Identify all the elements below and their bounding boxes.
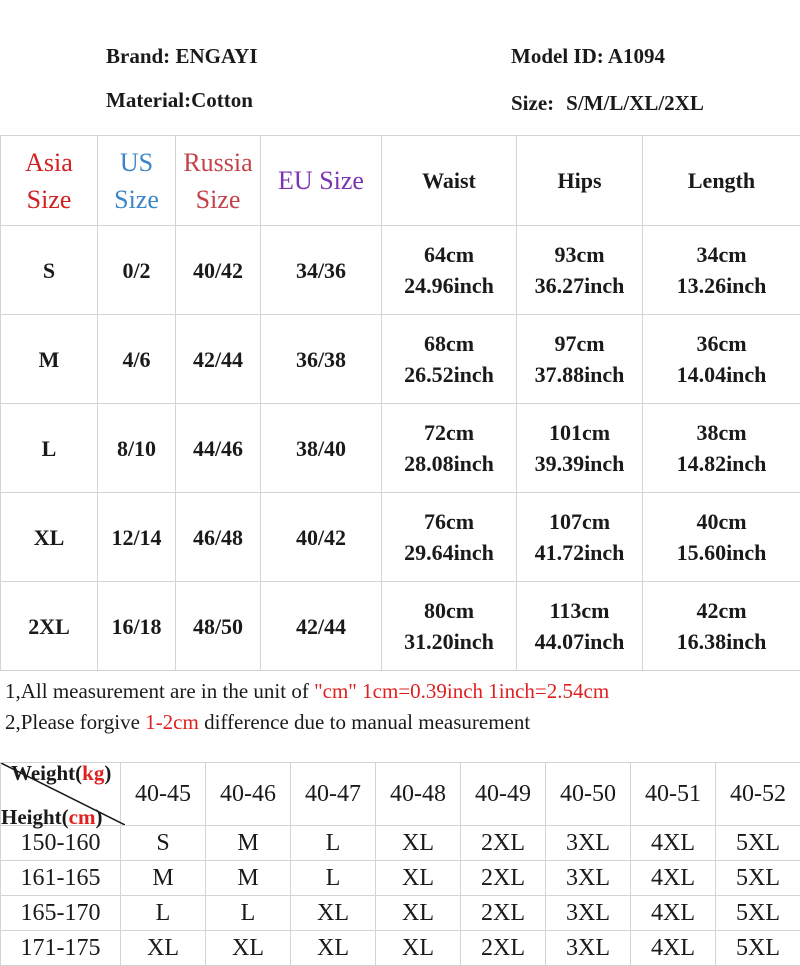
table-row bbox=[1, 493, 800, 582]
size-cell: 5XL bbox=[716, 896, 800, 931]
weight-header-cell: 40-45 bbox=[121, 763, 206, 826]
length-cell: 38cm 14.82inch bbox=[643, 404, 800, 493]
height-cell: 171-175 bbox=[1, 931, 121, 966]
eu-size-cell: 34/36 bbox=[261, 226, 382, 315]
header-waist: Waist bbox=[382, 136, 517, 226]
waist-cell: 64cm 24.96inch bbox=[382, 226, 517, 315]
size-cell: 3XL bbox=[546, 931, 631, 966]
size-cell: XL bbox=[376, 826, 461, 861]
size-cell: 2XL bbox=[461, 896, 546, 931]
eu-size-cell: 42/44 bbox=[261, 582, 382, 671]
length-cell: 36cm 14.04inch bbox=[643, 315, 800, 404]
us-size-cell: 0/2 bbox=[98, 226, 176, 315]
header-us-size: US Size bbox=[98, 136, 176, 226]
table-row bbox=[1, 861, 800, 896]
hips-cell: 101cm 39.39inch bbox=[517, 404, 643, 493]
table-row bbox=[1, 404, 800, 493]
table-row bbox=[1, 582, 800, 671]
note-line-1: 1,All measurement are in the unit of "cm" 1cm=0.39inch 1inch=2.54cm bbox=[5, 676, 609, 707]
size-cell: XL bbox=[206, 931, 291, 966]
size-cell: L bbox=[291, 826, 376, 861]
asia-size-cell: M bbox=[1, 315, 98, 404]
size-cell: 4XL bbox=[631, 861, 716, 896]
length-cell: 34cm 13.26inch bbox=[643, 226, 800, 315]
weight-axis-label: Weight(kg) bbox=[11, 761, 111, 785]
size-cell: 4XL bbox=[631, 826, 716, 861]
length-cell: 42cm 16.38inch bbox=[643, 582, 800, 671]
weight-header-cell: 40-52 bbox=[716, 763, 800, 826]
size-field bbox=[511, 91, 704, 116]
us-size-cell: 12/14 bbox=[98, 493, 176, 582]
size-cell: 5XL bbox=[716, 826, 800, 861]
size-chart-header-row bbox=[1, 136, 800, 226]
height-axis-label: Height(cm) bbox=[1, 805, 102, 829]
size-cell: 5XL bbox=[716, 931, 800, 966]
us-size-cell: 8/10 bbox=[98, 404, 176, 493]
size-value: S/M/L/XL/2XL bbox=[566, 91, 704, 115]
header-length: Length bbox=[643, 136, 800, 226]
weight-header-cell: 40-47 bbox=[291, 763, 376, 826]
size-cell: 3XL bbox=[546, 896, 631, 931]
table-row bbox=[1, 226, 800, 315]
size-cell: L bbox=[206, 896, 291, 931]
weight-header-cell: 40-48 bbox=[376, 763, 461, 826]
size-chart-table bbox=[0, 135, 800, 671]
russia-size-cell: 44/46 bbox=[176, 404, 261, 493]
header-russia-size: Russia Size bbox=[176, 136, 261, 226]
size-cell: 3XL bbox=[546, 826, 631, 861]
weight-header-cell: 40-46 bbox=[206, 763, 291, 826]
size-cell: M bbox=[206, 826, 291, 861]
eu-size-cell: 36/38 bbox=[261, 315, 382, 404]
waist-cell: 72cm 28.08inch bbox=[382, 404, 517, 493]
size-label: Size: bbox=[511, 91, 554, 115]
material-label: Material: bbox=[106, 88, 191, 112]
height-cell: 150-160 bbox=[1, 826, 121, 861]
height-cell: 161-165 bbox=[1, 861, 121, 896]
brand-field bbox=[106, 44, 258, 69]
hips-cell: 107cm 41.72inch bbox=[517, 493, 643, 582]
table-row bbox=[1, 896, 800, 931]
size-cell: XL bbox=[121, 931, 206, 966]
hips-cell: 113cm 44.07inch bbox=[517, 582, 643, 671]
header-eu-size: EU Size bbox=[261, 136, 382, 226]
size-cell: 2XL bbox=[461, 931, 546, 966]
weight-header-cell: 40-50 bbox=[546, 763, 631, 826]
hips-cell: 93cm 36.27inch bbox=[517, 226, 643, 315]
size-cell: 2XL bbox=[461, 826, 546, 861]
weight-header-cell: 40-49 bbox=[461, 763, 546, 826]
size-cell: L bbox=[291, 861, 376, 896]
waist-cell: 68cm 26.52inch bbox=[382, 315, 517, 404]
size-cell: XL bbox=[291, 896, 376, 931]
asia-size-cell: XL bbox=[1, 493, 98, 582]
weight-height-corner bbox=[1, 763, 121, 826]
size-cell: XL bbox=[376, 861, 461, 896]
russia-size-cell: 40/42 bbox=[176, 226, 261, 315]
russia-size-cell: 46/48 bbox=[176, 493, 261, 582]
us-size-cell: 16/18 bbox=[98, 582, 176, 671]
size-cell: 4XL bbox=[631, 931, 716, 966]
measurement-notes bbox=[5, 676, 609, 738]
size-cell: XL bbox=[291, 931, 376, 966]
header-hips: Hips bbox=[517, 136, 643, 226]
size-cell: M bbox=[206, 861, 291, 896]
waist-cell: 76cm 29.64inch bbox=[382, 493, 517, 582]
eu-size-cell: 40/42 bbox=[261, 493, 382, 582]
russia-size-cell: 42/44 bbox=[176, 315, 261, 404]
brand-label: Brand: bbox=[106, 44, 170, 68]
size-cell: 3XL bbox=[546, 861, 631, 896]
asia-size-cell: 2XL bbox=[1, 582, 98, 671]
model-id-field bbox=[511, 44, 665, 69]
size-cell: M bbox=[121, 861, 206, 896]
size-cell: S bbox=[121, 826, 206, 861]
table-row bbox=[1, 315, 800, 404]
hips-cell: 97cm 37.88inch bbox=[517, 315, 643, 404]
weight-header-row bbox=[1, 763, 800, 826]
size-cell: 4XL bbox=[631, 896, 716, 931]
weight-header-cell: 40-51 bbox=[631, 763, 716, 826]
material-field bbox=[106, 88, 253, 113]
note-line-2: 2,Please forgive 1-2cm difference due to manual measurement bbox=[5, 707, 609, 738]
size-cell: L bbox=[121, 896, 206, 931]
size-cell: XL bbox=[376, 896, 461, 931]
height-cell: 165-170 bbox=[1, 896, 121, 931]
waist-cell: 80cm 31.20inch bbox=[382, 582, 517, 671]
russia-size-cell: 48/50 bbox=[176, 582, 261, 671]
asia-size-cell: S bbox=[1, 226, 98, 315]
table-row bbox=[1, 931, 800, 966]
weight-height-table bbox=[0, 762, 800, 966]
size-cell: XL bbox=[376, 931, 461, 966]
size-cell: 5XL bbox=[716, 861, 800, 896]
asia-size-cell: L bbox=[1, 404, 98, 493]
brand-value: ENGAYI bbox=[175, 44, 257, 68]
table-row bbox=[1, 826, 800, 861]
header-asia-size: Asia Size bbox=[1, 136, 98, 226]
length-cell: 40cm 15.60inch bbox=[643, 493, 800, 582]
size-cell: 2XL bbox=[461, 861, 546, 896]
model-id-label: Model ID: bbox=[511, 44, 604, 68]
product-header bbox=[0, 0, 800, 135]
us-size-cell: 4/6 bbox=[98, 315, 176, 404]
model-id-value: A1094 bbox=[608, 44, 665, 68]
eu-size-cell: 38/40 bbox=[261, 404, 382, 493]
material-value: Cotton bbox=[191, 88, 253, 112]
